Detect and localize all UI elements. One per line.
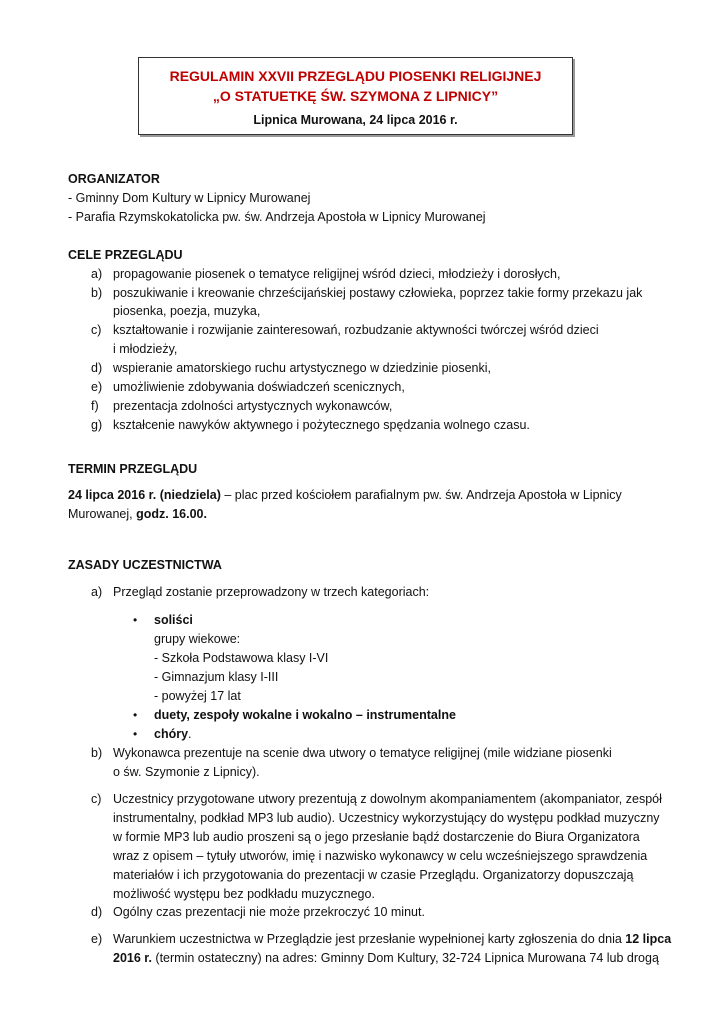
bullet-icon: • [133, 708, 138, 722]
termin-line [68, 506, 207, 522]
document-subtitle-title: „O STATUETKĘ ŚW. SZYMONA Z LIPNICY” [212, 88, 499, 104]
e-deadline-year: 2016 r. [113, 951, 152, 965]
list-marker: b) [91, 746, 103, 760]
list-marker: a) [91, 267, 103, 281]
list-marker: g) [91, 418, 103, 432]
list-item: Przegląd zostanie przeprowadzony w trzech kategoriach: [113, 585, 430, 599]
list-marker: e) [91, 380, 103, 394]
list-marker: b) [91, 286, 103, 300]
e-deadline: 12 lipca [625, 932, 672, 946]
bullet-icon: • [133, 727, 138, 741]
list-item-continuation: o św. Szymonie z Lipnicy). [113, 765, 260, 779]
organizator-heading: ORGANIZATOR [68, 172, 160, 186]
list-item-continuation [113, 950, 659, 966]
bullet-icon: • [133, 613, 138, 627]
organizator-item: - Gminny Dom Kultury w Lipnicy Murowanej [68, 191, 311, 205]
list-item [113, 931, 671, 947]
termin-place-cont: Murowanej, [68, 507, 137, 521]
zasady-heading: ZASADY UCZESTNICTWA [68, 558, 222, 572]
list-item-continuation: i młodzieży, [113, 342, 178, 356]
termin-line [68, 487, 622, 503]
list-item-continuation: instrumentalny, podkład MP3 lub audio). Uczestnicy wykorzystujący do występu podkład muzyczny [113, 811, 660, 825]
list-marker: e) [91, 932, 103, 946]
list-item: prezentacja zdolności artystycznych wykonawców, [113, 399, 393, 413]
termin-time: godz. 16.00. [136, 507, 207, 521]
age-group: - powyżej 17 lat [154, 689, 241, 703]
list-item: Ogólny czas prezentacji nie może przekroczyć 10 minut. [113, 905, 425, 919]
category-choirs-line [154, 726, 192, 742]
e-text-cont: (termin ostateczny) na adres: Gminny Dom Kultury, 32-724 Lipnica Murowana 74 lub drogą [151, 951, 659, 965]
organizator-item: - Parafia Rzymskokatolicka pw. św. Andrzeja Apostoła w Lipnicy Murowanej [68, 210, 486, 224]
place-date: Lipnica Murowana, 24 lipca 2016 r. [253, 113, 458, 127]
list-marker: c) [91, 323, 102, 337]
list-item-continuation: piosenka, poezja, muzyka, [113, 304, 261, 318]
age-group: - Szkoła Podstawowa klasy I-VI [154, 651, 329, 665]
category-groups: duety, zespoły wokalne i wokalno – instrumentalne [154, 708, 456, 722]
list-item: umożliwienie zdobywania doświadczeń scenicznych, [113, 380, 405, 394]
list-marker: c) [91, 792, 102, 806]
age-group: - Gimnazjum klasy I-III [154, 670, 279, 684]
age-groups-label: grupy wiekowe: [154, 632, 241, 646]
list-item: propagowanie piosenek o tematyce religijnej wśród dzieci, młodzieży i dorosłych, [113, 267, 561, 281]
e-text: Warunkiem uczestnictwa w Przeglądzie jest przesłanie wypełnionej karty zgłoszenia do dnia [113, 932, 626, 946]
list-item-continuation: w formie MP3 lub audio proszeni są o jego przesłanie bądź dostarczenie do Biura Organizatora [113, 830, 640, 844]
list-item-continuation: wraz z opisem – tytuły utworów, imię i nazwisko wykonawcy w celu wcześniejszego sprawdzenia [113, 849, 648, 863]
title-box [138, 57, 573, 135]
list-item-continuation: materiałów i ich przygotowania do prezentacji w czasie Przeglądu. Organizatorzy dopuszczają [113, 868, 634, 882]
list-item: wspieranie amatorskiego ruchu artystycznego w dziedzinie piosenki, [113, 361, 491, 375]
termin-place: – plac przed kościołem parafialnym pw. św. Andrzeja Apostoła w Lipnicy [220, 488, 622, 502]
list-item: Uczestnicy przygotowane utwory prezentują z dowolnym akompaniamentem (akompaniator, zespół [113, 792, 662, 806]
category-soloists: soliści [154, 613, 193, 627]
list-marker: d) [91, 361, 103, 375]
category-choirs-suffix: . [188, 727, 192, 741]
termin-date: 24 lipca 2016 r. (niedziela) [68, 488, 221, 502]
list-item: kształcenie nawyków aktywnego i pożytecznego spędzania wolnego czasu. [113, 418, 530, 432]
list-marker: d) [91, 905, 103, 919]
cele-heading: CELE PRZEGLĄDU [68, 248, 183, 262]
list-item-continuation: możliwość występu bez podkładu muzycznego. [113, 887, 375, 901]
list-item: poszukiwanie i kreowanie chrześcijańskiej postawy człowieka, poprzez takie formy przekazu jak [113, 286, 643, 300]
list-item: kształtowanie i rozwijanie zainteresowań, rozbudzanie aktywności twórczej wśród dzieci [113, 323, 599, 337]
list-item: Wykonawca prezentuje na scenie dwa utwory o tematyce religijnej (mile widziane piosenki [113, 746, 612, 760]
termin-heading: TERMIN PRZEGLĄDU [68, 462, 198, 476]
category-choirs: chóry [154, 727, 189, 741]
list-marker: f) [91, 399, 99, 413]
document-title: REGULAMIN XXVII PRZEGLĄDU PIOSENKI RELIGIJNEJ [169, 68, 542, 84]
list-marker: a) [91, 585, 103, 599]
